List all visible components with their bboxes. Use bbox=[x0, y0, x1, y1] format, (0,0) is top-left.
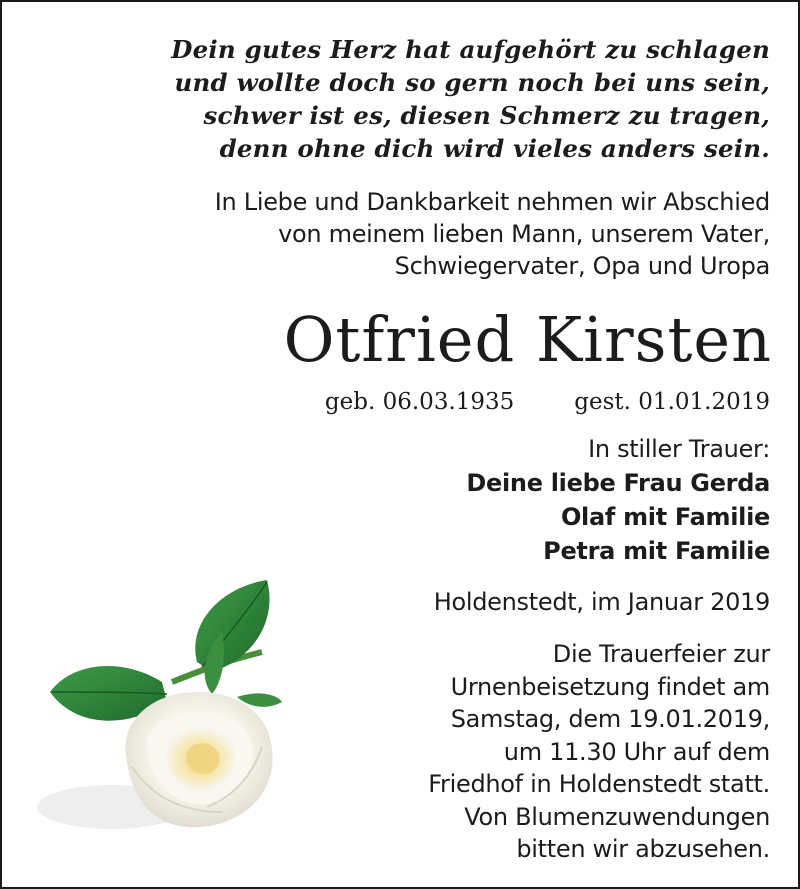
intro-line: In Liebe und Dankbarkeit nehmen wir Abschied bbox=[214, 188, 770, 216]
intro-text bbox=[215, 186, 770, 282]
death-date: gest. 01.01.2019 bbox=[574, 389, 770, 415]
service-line: um 11.30 Uhr auf dem bbox=[503, 737, 770, 766]
service-info bbox=[428, 638, 770, 866]
mourner-name: Olaf mit Familie bbox=[560, 503, 770, 531]
service-line: Die Trauerfeier zur bbox=[552, 640, 770, 668]
mourners bbox=[466, 432, 770, 568]
service-line: Von Blumenzuwendungen bbox=[464, 802, 770, 831]
intro-line: von meinem lieben Mann, unserem Vater, bbox=[278, 220, 770, 248]
birth-date: geb. 06.03.1935 bbox=[324, 389, 515, 415]
mourners-heading: In stiller Trauer: bbox=[588, 435, 770, 463]
poem-line: und wollte doch so gern noch bei uns sein, bbox=[174, 68, 770, 97]
service-line: Friedhof in Holdenstedt statt. bbox=[428, 770, 770, 798]
service-line: Urnenbeisetzung findet am bbox=[450, 672, 770, 701]
white-rose-icon bbox=[22, 562, 322, 862]
mourner-name: Petra mit Familie bbox=[543, 537, 770, 565]
service-line: Samstag, dem 19.01.2019, bbox=[450, 705, 770, 733]
deceased-name: Otfried Kirsten bbox=[283, 303, 772, 376]
poem-line: denn ohne dich wird vieles anders sein. bbox=[219, 134, 770, 163]
service-line: bitten wir abzusehen. bbox=[516, 835, 770, 863]
poem-line: schwer ist es, diesen Schmerz zu tragen, bbox=[203, 101, 770, 130]
intro-line: Schwiegervater, Opa und Uropa bbox=[394, 252, 770, 280]
place-date: Holdenstedt, im Januar 2019 bbox=[433, 588, 770, 616]
poem bbox=[171, 33, 770, 165]
life-dates bbox=[325, 387, 770, 417]
mourner-name: Deine liebe Frau Gerda bbox=[466, 469, 770, 497]
poem-line: Dein gutes Herz hat aufgehört zu schlagen bbox=[171, 35, 770, 64]
